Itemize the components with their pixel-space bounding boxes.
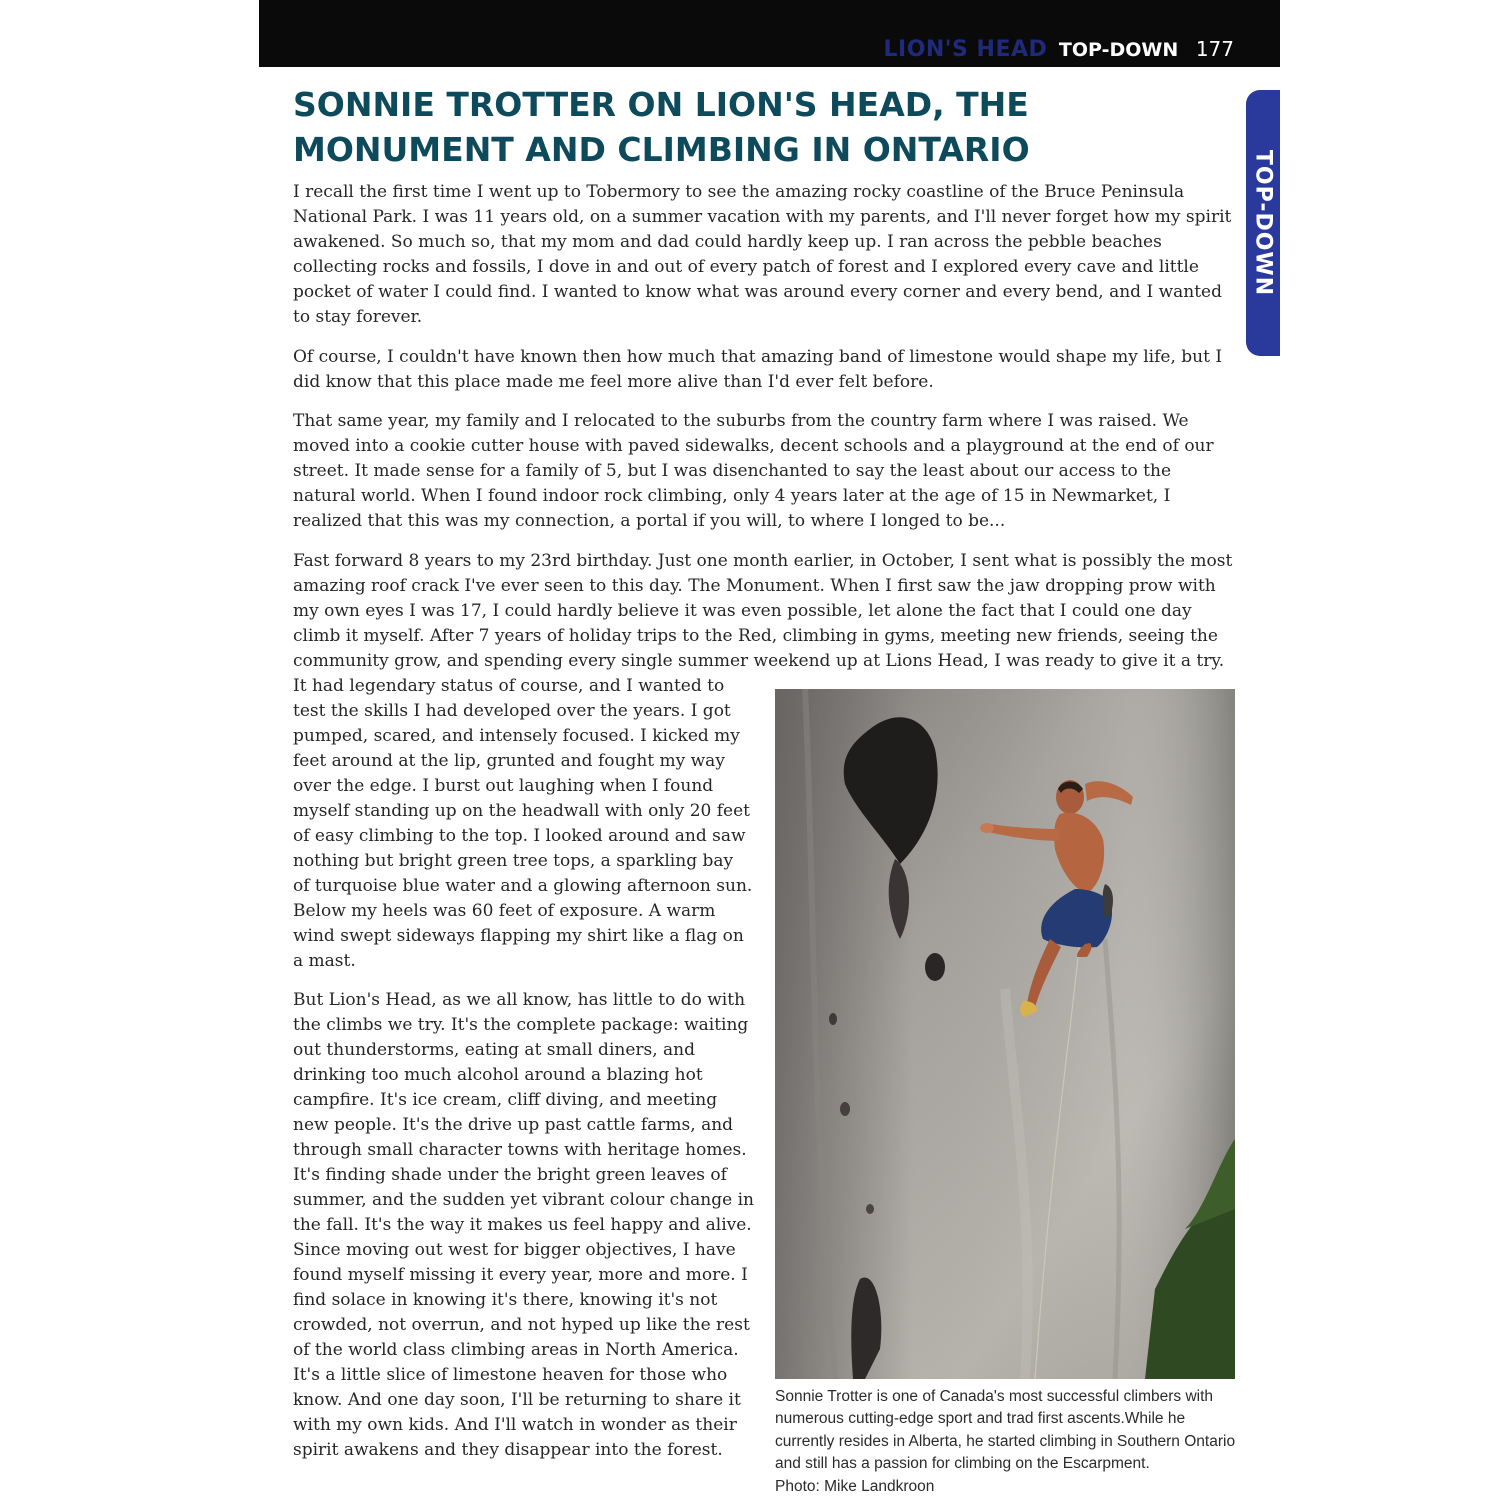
book-page bbox=[259, 0, 1280, 1500]
paragraph-3: That same year, my family and I relocated to the suburbs from the country farm where I was raised. We moved into a cookie cutter house with paved sidewalks, decent schools and a playground at the end of our street. It made sense for a family of 5, but I was disenchanted to say the least about our access to the natural world. When I found indoor rock climbing, only 4 years later at the age of 15 in Newmarket, I realized that this was my connection, a portal if you will, to where I longed to be... bbox=[293, 411, 1214, 531]
paragraph-2: Of course, I couldn't have known then how much that amazing band of limestone would shape my life, but I did know that this place made me feel more alive than I'd ever felt before. bbox=[293, 347, 1223, 392]
section-tab bbox=[1246, 90, 1280, 356]
header-section: LION'S HEAD bbox=[883, 37, 1048, 62]
article-title: SONNIE TROTTER ON LION'S HEAD, THE MONUMENT AND CLIMBING IN ONTARIO bbox=[293, 85, 1030, 169]
photo-caption bbox=[775, 1386, 1245, 1498]
section-tab-label: TOP-DOWN bbox=[1250, 149, 1276, 297]
caption-text: Sonnie Trotter is one of Canada's most successful climbers with numerous cutting-edge sport and trad first ascents.While he currently resides in Alberta, he started climbing in Southern Ontario and still has a passion for climbing on the Escarpment. bbox=[775, 1388, 1236, 1473]
paragraph-5: It had legendary status of course, and I wanted to test the skills I had developed over the years. I got pumped, scared, and intensely focused. I kicked my feet around at the lip, grunted and fought my way over the edge. I burst out laughing when I found myself standing up on the headwall with only 20 feet of easy climbing to the top. I looked around and saw nothing but bright green tree tops, a sparkling bay of turquoise blue water and a glowing afternoon sun. Below my heels was 60 feet of exposure. A warm wind swept sideways flapping my shirt like a flag on a mast. bbox=[293, 676, 753, 971]
page-number: 177 bbox=[1195, 37, 1234, 61]
paragraph-6: But Lion's Head, as we all know, has little to do with the climbs we try. It's the complete package: waiting out thunderstorms, eating at small diners, and drinking too much alcohol around a blazing hot campfire. It's ice cream, cliff diving, and meeting new people. It's the drive up past cattle farms, and through small character towns with heritage homes. It's finding shade under the bright green leaves of summer, and the sudden yet vibrant colour change in the fall. It's the way it makes us feel happy and alive. Since moving out west for bigger objectives, I have found myself missing it every year, more and more. I find solace in knowing it's there, knowing it's not crowded, not overrun, and not hyped up like the rest of the world class climbing areas in North America. It's a little slice of limestone heaven for those who know. And one day soon, I'll be returning to share it with my own kids. And I'll watch in wonder as their spirit awakens and they disappear into the forest. bbox=[293, 990, 754, 1460]
page-header bbox=[259, 0, 1280, 67]
climber-photo-illustration bbox=[775, 689, 1235, 1379]
paragraph-1: I recall the first time I went up to Tobermory to see the amazing rocky coastline of the Bruce Peninsula National Park. I was 11 years old, on a summer vacation with my parents, and I'll never forget how my spirit awakened. So much so, that my mom and dad could hardly keep up. I ran across the pebble beaches collecting rocks and fossils, I dove in and out of every patch of forest and I explored every cave and little pocket of water I could find. I wanted to know what was around every corner and every bend, and I wanted to stay forever. bbox=[293, 182, 1232, 327]
running-head bbox=[883, 34, 1234, 66]
header-subsection: TOP-DOWN bbox=[1058, 39, 1179, 61]
climber-photo bbox=[775, 689, 1235, 1379]
photo-credit: Photo: Mike Landkroon bbox=[775, 1477, 935, 1495]
paragraph-4: Fast forward 8 years to my 23rd birthday. Just one month earlier, in October, I sent what is possibly the most amazing roof crack I've ever seen to this day. The Monument. When I first saw the jaw dropping prow with my own eyes I was 17, I could hardly believe it was even possible, let alone the fact that I could one day climb it myself. After 7 years of holiday trips to the Red, climbing in gyms, meeting new friends, seeing the community grow, and spending every single summer weekend up at Lions Head, I was ready to give it a try. bbox=[293, 551, 1233, 671]
